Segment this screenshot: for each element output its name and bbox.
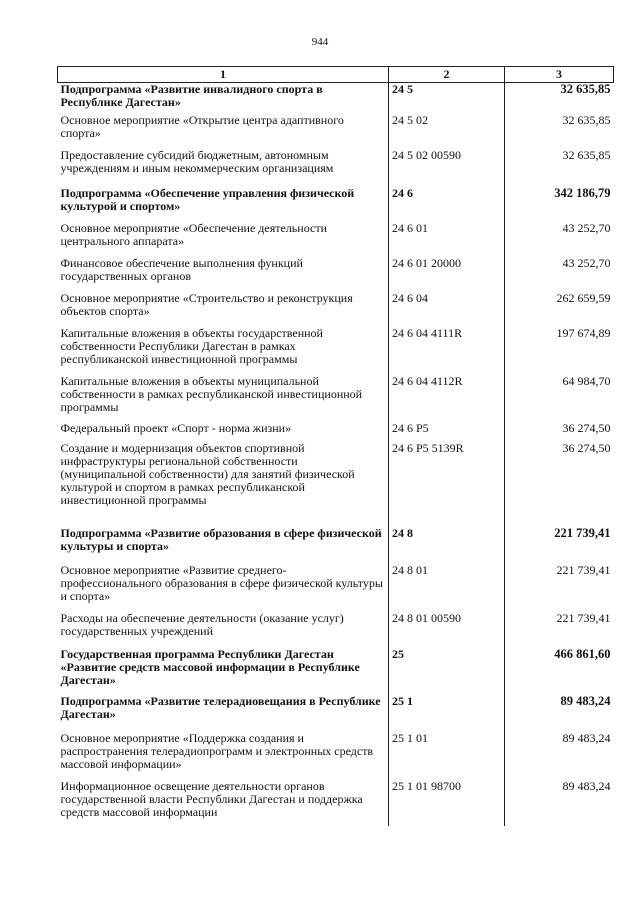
row-name: Подпрограмма «Развитие инвалидного спорта в Республике Дагестан» — [58, 83, 389, 114]
row-amount: 64 984,70 — [562, 373, 611, 388]
row-amount: 32 635,85 — [560, 82, 611, 96]
row-amount: 36 274,50 — [562, 440, 611, 455]
row-name: Основное мероприятие «Строительство и реконструкция объектов спорта» — [58, 292, 389, 327]
column-header-1: 1 — [58, 67, 389, 83]
table-row — [58, 187, 614, 222]
table-row — [58, 327, 614, 375]
row-name: Создание и модернизация объектов спортивной инфраструктуры региональной собственности (муниципальной собственности) для занятий физической культурой и спортом в рамках республиканской инвестиционной программы — [58, 442, 389, 527]
table-row — [58, 114, 614, 149]
table-row — [58, 149, 614, 187]
table-row — [58, 780, 614, 826]
table-row — [58, 442, 614, 527]
row-amount: 89 483,24 — [562, 730, 611, 745]
table-body — [58, 83, 614, 826]
row-code: 24 5 02 00590 — [389, 149, 505, 187]
row-code: 25 1 01 98700 — [389, 780, 505, 826]
row-name: Финансовое обеспечение выполнения функций государственных органов — [58, 257, 389, 292]
row-name: Основное мероприятие «Открытие центра адаптивного спорта» — [58, 114, 389, 149]
header-row — [58, 67, 614, 83]
row-amount: 89 483,24 — [560, 693, 611, 708]
table-row — [58, 648, 614, 695]
row-name: Основное мероприятие «Обеспечение деятельности центрального аппарата» — [58, 222, 389, 257]
row-name: Подпрограмма «Обеспечение управления физической культурой и спортом» — [58, 187, 389, 222]
row-amount: 221 739,41 — [554, 525, 611, 540]
row-amount: 32 635,85 — [562, 112, 611, 127]
row-amount: 197 674,89 — [556, 325, 611, 340]
row-name: Расходы на обеспечение деятельности (оказание услуг) государственных учреждений — [58, 612, 389, 648]
row-code: 24 6 01 20000 — [389, 257, 505, 292]
row-code: 24 5 02 — [389, 114, 505, 149]
table-row — [58, 732, 614, 780]
table-row — [58, 422, 614, 442]
row-code: 24 8 — [389, 527, 505, 564]
row-amount: 466 861,60 — [554, 646, 611, 661]
table-row — [58, 612, 614, 648]
row-amount: 342 186,79 — [554, 185, 611, 200]
column-header-2: 2 — [389, 67, 505, 83]
row-code: 24 6 P5 5139R — [389, 442, 505, 527]
table-row — [58, 83, 614, 114]
row-amount: 262 659,59 — [556, 290, 611, 305]
table-row — [58, 375, 614, 422]
row-name: Капитальные вложения в объекты государственной собственности Республики Дагестан в рамках республиканской инвестиционной программы — [58, 327, 389, 375]
table-row — [58, 695, 614, 732]
row-name: Федеральный проект «Спорт - норма жизни» — [58, 422, 389, 442]
row-name: Подпрограмма «Развитие телерадиовещания в Республике Дагестан» — [58, 695, 389, 732]
table-row — [58, 564, 614, 612]
row-name: Основное мероприятие «Развитие среднего-профессионального образования в сфере физической культуры и спорта» — [58, 564, 389, 612]
row-code: 24 6 04 4112R — [389, 375, 505, 422]
row-amount: 221 739,41 — [556, 610, 611, 625]
row-code: 24 6 04 — [389, 292, 505, 327]
row-code: 24 8 01 — [389, 564, 505, 612]
table-row — [58, 292, 614, 327]
row-code: 25 — [389, 648, 505, 695]
row-code: 24 6 01 — [389, 222, 505, 257]
row-code: 24 6 04 4111R — [389, 327, 505, 375]
row-name: Основное мероприятие «Поддержка создания и распространения телерадиопрограмм и электронных средств массовой информации» — [58, 732, 389, 780]
row-name: Капитальные вложения в объекты муниципальной собственности в рамках республиканской инвестиционной программы — [58, 375, 389, 422]
row-name: Предоставление субсидий бюджетным, автономным учреждениям и иным некоммерческим организациям — [58, 149, 389, 187]
row-name: Государственная программа Республики Дагестан «Развитие средств массовой информации в Республике Дагестан» — [58, 648, 389, 695]
table-row — [58, 222, 614, 257]
column-header-3: 3 — [505, 67, 614, 83]
row-code: 24 6 — [389, 187, 505, 222]
row-code: 24 6 P5 — [389, 422, 505, 442]
row-name: Информационное освещение деятельности органов государственной власти Республики Дагестан и поддержка средств массовой информации — [58, 780, 389, 826]
budget-table — [57, 66, 614, 826]
row-code: 25 1 01 — [389, 732, 505, 780]
row-name: Подпрограмма «Развитие образования в сфере физической культуры и спорта» — [58, 527, 389, 564]
row-code: 24 8 01 00590 — [389, 612, 505, 648]
row-amount: 43 252,70 — [562, 255, 611, 270]
row-amount: 36 274,50 — [562, 420, 611, 435]
row-amount: 221 739,41 — [556, 562, 611, 577]
table-row — [58, 527, 614, 564]
table-row — [58, 257, 614, 292]
row-amount: 89 483,24 — [562, 778, 611, 793]
row-amount: 32 635,85 — [562, 147, 611, 162]
page-number: 944 — [311, 36, 329, 48]
table-header — [58, 67, 614, 83]
row-code: 24 5 — [389, 83, 505, 114]
row-amount: 43 252,70 — [562, 220, 611, 235]
row-code: 25 1 — [389, 695, 505, 732]
